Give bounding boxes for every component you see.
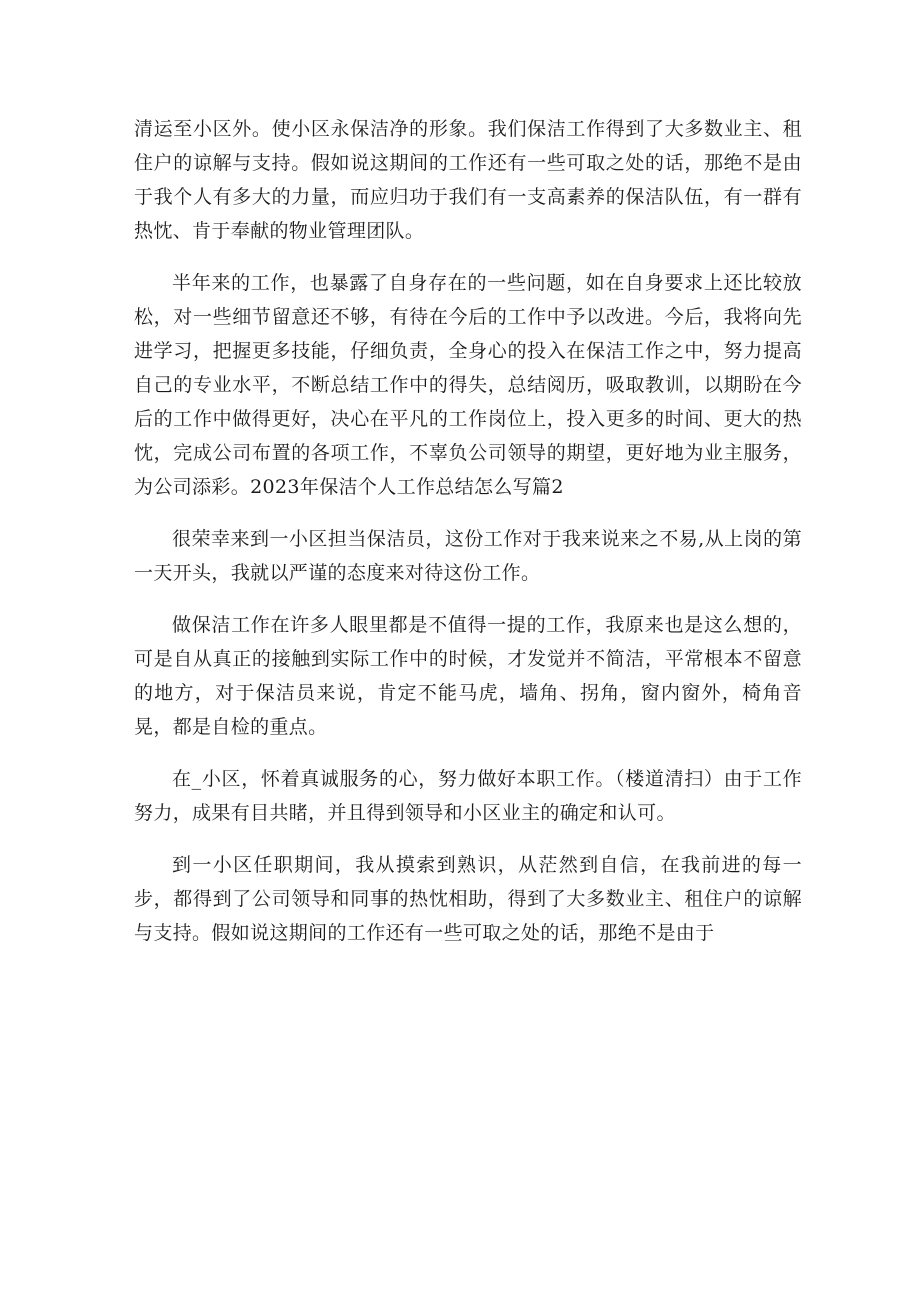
paragraph-1: 清运至小区外。使小区永保洁净的形象。我们保洁工作得到了大多数业主、租住户的谅解与支持。假如说这期间的工作还有一些可取之处的话，那绝不是由于我个人有多大的力量，而应归功于我们有一支高素养的保洁队伍，有一群有热忱、肯于奉献的物业管理团队。 [134, 118, 802, 242]
paragraph-6: 到一小区任职期间，我从摸索到熟识，从茫然到自信，在我前进的每一步，都得到了公司领导和同事的热忱相助，得到了大多数业主、租住户的谅解与支持。假如说这期间的工作还有一些可取之处的话，那绝不是由于 [134, 854, 802, 944]
paragraph-4: 做保洁工作在许多人眼里都是不值得一提的工作，我原来也是这么想的，可是自从真正的接触到实际工作中的时候，才发觉并不简洁，平常根本不留意的地方，对于保洁员来说，肯定不能马虎，墙角、拐角，窗内窗外，椅角音晃，都是自检的重点。 [134, 614, 802, 738]
paragraph-2: 半年来的工作，也暴露了自身存在的一些问题，如在自身要求上还比较放松，对一些细节留意还不够，有待在今后的工作中予以改进。今后，我将向先进学习，把握更多技能，仔细负责，全身心的投入在保洁工作之中，努力提高自己的专业水平，不断总结工作中的得失，总结阅历，吸取教训，以期盼在今后的工作中做得更好，决心在平凡的工作岗位上，投入更多的时间、更大的热忱，完成公司布置的各项工作，不辜负公司领导的期望，更好地为业主服务，为公司添彩。2023年保洁个人工作总结怎么写篇2 [134, 272, 802, 498]
paragraph-5: 在_小区，怀着真诚服务的心，努力做好本职工作。（楼道清扫）由于工作努力，成果有目共睹，并且得到领导和小区业主的确定和认可。 [134, 768, 802, 824]
paragraph-3: 很荣幸来到一小区担当保洁员，这份工作对于我来说来之不易,从上岗的第一天开头，我就以严谨的态度来对待这份工作。 [134, 528, 802, 584]
